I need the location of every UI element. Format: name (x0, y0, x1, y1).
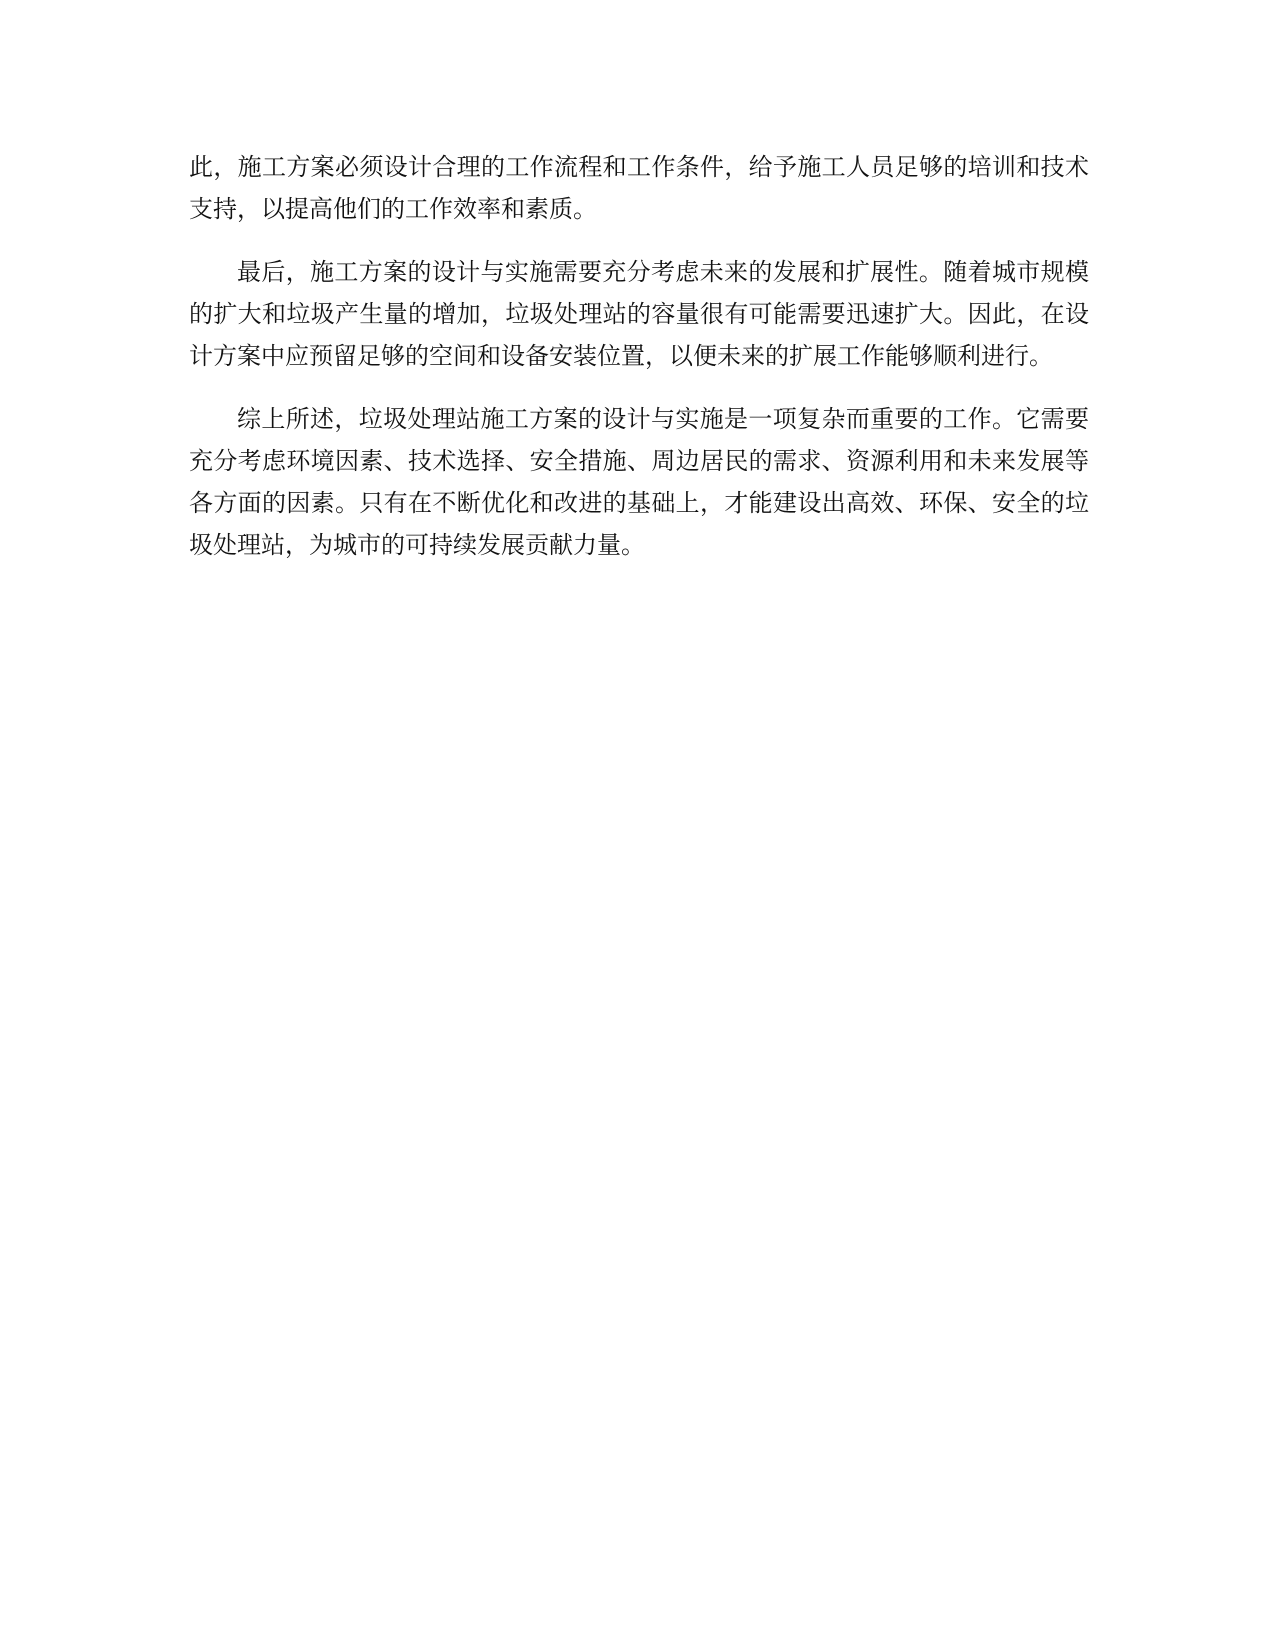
paragraph-continuation: 此，施工方案必须设计合理的工作流程和工作条件，给予施工人员足够的培训和技术支持，以提高他们的工作效率和素质。 (189, 153, 1089, 223)
paragraph-summary: 综上所述，垃圾处理站施工方案的设计与实施是一项复杂而重要的工作。它需要充分考虑环境因素、技术选择、安全措施、周边居民的需求、资源利用和未来发展等各方面的因素。只有在不断优化和改进的基础上，才能建设出高效、环保、安全的垃圾处理站，为城市的可持续发展贡献力量。 (189, 405, 1089, 559)
paragraph-future-expansion: 最后，施工方案的设计与实施需要充分考虑未来的发展和扩展性。随着城市规模的扩大和垃圾产生量的增加，垃圾处理站的容量很有可能需要迅速扩大。因此，在设计方案中应预留足够的空间和设备安装位置，以便未来的扩展工作能够顺利进行。 (189, 258, 1089, 370)
document-body (189, 146, 1089, 587)
